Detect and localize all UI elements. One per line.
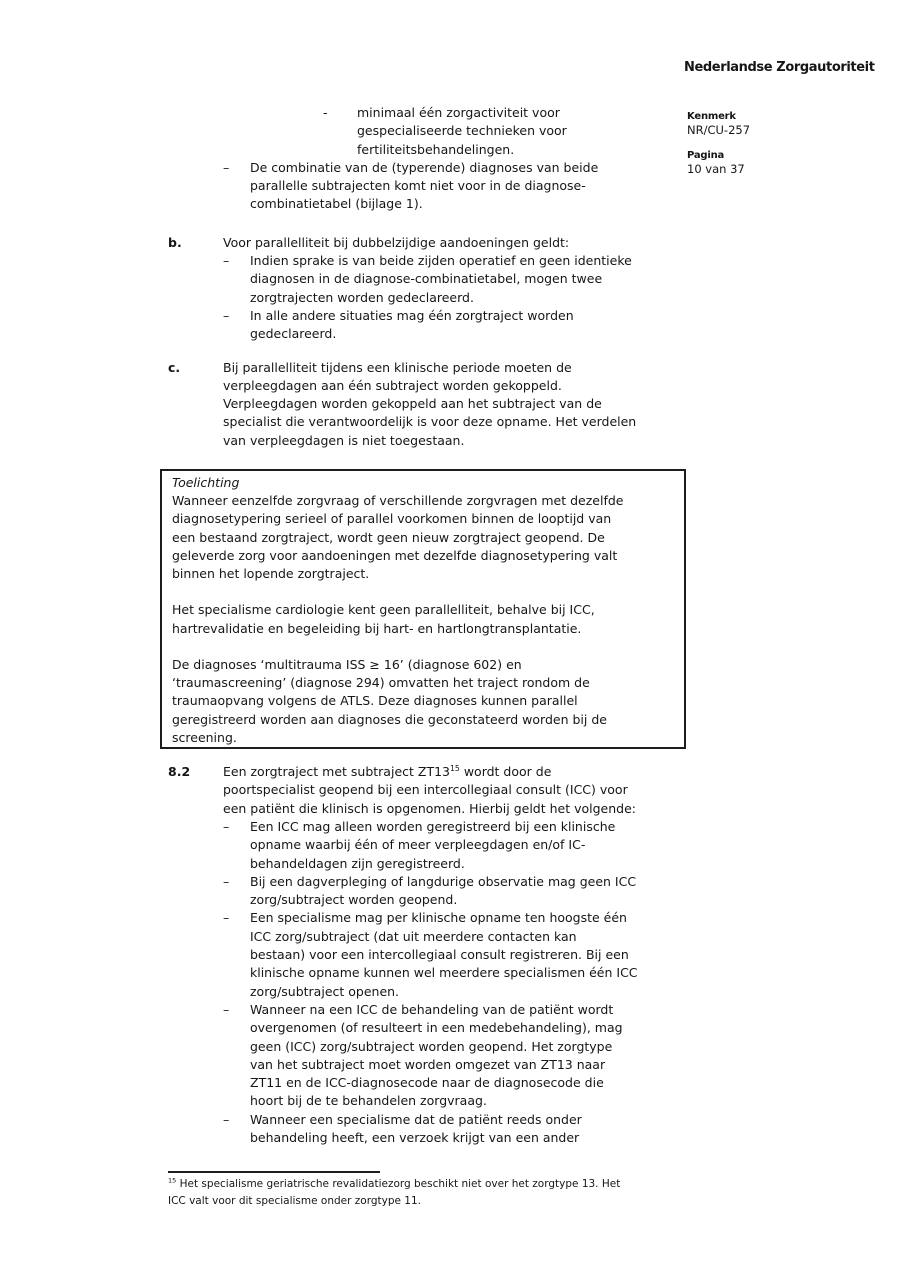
section-label: b.	[168, 234, 182, 250]
superscript-ref: 15	[449, 763, 460, 773]
bullet-text	[250, 307, 574, 344]
bullet-text	[250, 909, 638, 1000]
text-line: Het specialisme cardiologie kent geen parallelliteit, behalve bij ICC,	[172, 602, 595, 618]
bullet-marker: –	[223, 307, 230, 323]
section-text	[223, 763, 636, 818]
bullet-text	[250, 818, 615, 873]
text-line: diagnosen in de diagnose-combinatietabel, mogen twee	[250, 271, 603, 287]
text-line: geleverde zorg voor aandoeningen met dezelfde diagnosetypering valt	[172, 547, 618, 563]
text-line: hartrevalidatie en begeleiding bij hart- en hartlongtransplantatie.	[172, 620, 582, 636]
text-line: poortspecialist geopend bij een intercollegiaal consult (ICC) voor	[223, 782, 628, 798]
text-line: Een ICC mag alleen worden geregistreerd bij een klinische	[250, 818, 616, 834]
text-line: ZT11 en de ICC-diagnosecode naar de diagnosecode die	[250, 1075, 604, 1091]
text-line: De combinatie van de (typerende) diagnoses van beide	[250, 159, 599, 175]
text-line: De diagnoses ‘multitrauma ISS ≥ 16’ (diagnose 602) en	[172, 657, 522, 673]
text-line: traumaopvang volgens de ATLS. Deze diagnoses kunnen parallel	[172, 693, 578, 709]
list-item	[223, 873, 680, 910]
text-line: fertiliteitsbehandelingen.	[357, 141, 515, 157]
text-line: opname waarbij één of meer verpleegdagen en/of IC-	[250, 837, 586, 853]
footnote-separator	[168, 1171, 380, 1173]
text-line: verpleegdagen aan één subtraject worden gekoppeld.	[223, 377, 562, 393]
bullet-marker: -	[323, 105, 328, 120]
section-text	[223, 234, 569, 252]
text-line: overgenomen (of resulteert in een medebehandeling), mag	[250, 1020, 623, 1036]
bullet-marker: –	[223, 1001, 230, 1017]
document-meta	[687, 111, 750, 189]
pagina-value: 10 van 37	[687, 162, 745, 176]
list-item	[223, 818, 680, 873]
list-item	[223, 307, 680, 344]
section-label: 8.2	[168, 764, 191, 780]
pagina-label: Pagina	[687, 150, 725, 161]
bullet-text	[250, 159, 598, 214]
text-line: Een zorgtraject met subtraject $ZT13^{15}$ wordt door de	[223, 763, 552, 780]
section-label: c.	[168, 359, 181, 375]
text-line: een bestaand zorgtraject, wordt geen nieuw zorgtraject geopend. De	[172, 529, 605, 545]
list-item	[223, 1111, 680, 1148]
org-title: Nederlandse Zorgautoriteit	[684, 60, 875, 75]
section	[168, 234, 680, 252]
text-line: zorg/subtraject worden geopend.	[250, 892, 458, 908]
kenmerk-label: Kenmerk	[687, 111, 736, 122]
text-line: geen (ICC) zorg/subtraject worden geopend. Het zorgtype	[250, 1038, 613, 1054]
list-item	[323, 104, 680, 159]
text-line: behandeling heeft, een verzoek krijgt van een ander	[250, 1130, 580, 1145]
text-line: binnen het lopende zorgtraject.	[172, 566, 370, 582]
text-line: specialist die verantwoordelijk is voor deze opname. Het verdelen	[223, 414, 637, 430]
text-line: screening.	[172, 729, 237, 745]
text-line: ‘traumascreening’ (diagnose 294) omvatten het traject rondom de	[172, 675, 590, 691]
bullet-marker: –	[223, 910, 230, 926]
bullet-text	[357, 104, 567, 159]
text-line: Verpleegdagen worden gekoppeld aan het subtraject van de	[223, 396, 602, 412]
text-line: Bij parallelliteit tijdens een klinische periode moeten de	[223, 359, 572, 375]
text-line: Bij een dagverpleging of langdurige observatie mag geen ICC	[250, 873, 637, 889]
text-line: geregistreerd worden aan diagnoses die geconstateerd worden bij de	[172, 711, 607, 727]
text-line: gedeclareerd.	[250, 326, 337, 342]
document-body	[168, 104, 680, 1147]
list-item	[223, 252, 680, 307]
text-line: zorgtrajecten worden gedeclareerd.	[250, 289, 474, 305]
bullet-text	[250, 252, 632, 307]
text-line: ICC zorg/subtraject (dat uit meerdere contacten kan	[250, 928, 577, 944]
section	[168, 359, 680, 450]
footnote	[168, 1176, 620, 1210]
bullet-marker: –	[223, 253, 230, 269]
section	[168, 763, 680, 818]
box-paragraph	[172, 492, 674, 583]
vertical-spacer	[168, 749, 680, 763]
text-line: ICC valt voor dit specialisme onder zorgtype 11.	[168, 1194, 422, 1207]
text-line: $^{15}$ Het specialisme geriatrische revalidatiezorg beschikt niet over het zorgtype 13. Het	[168, 1176, 621, 1190]
vertical-spacer	[168, 450, 680, 469]
text-line: Een specialisme mag per klinische opname ten hoogste één	[250, 910, 627, 926]
text-line: parallelle subtrajecten komt niet voor in de diagnose-	[250, 178, 586, 194]
text-line: klinische opname kunnen wel meerdere specialismen één ICC	[250, 965, 638, 981]
text-line: hoort bij de te behandelen zorgvraag.	[250, 1093, 487, 1109]
superscript-ref: 15	[168, 1176, 177, 1185]
list-item	[223, 159, 680, 214]
list-item	[223, 1001, 680, 1111]
text-line: Indien sprake is van beide zijden operatief en geen identieke	[250, 253, 632, 269]
text-line: Wanneer eenzelfde zorgvraag of verschillende zorgvragen met dezelfde	[172, 493, 624, 509]
bullet-text	[250, 1111, 582, 1148]
text-line: zorg/subtraject openen.	[250, 983, 400, 999]
vertical-spacer	[168, 344, 680, 359]
text-line: minimaal één zorgactiviteit voor	[357, 105, 560, 120]
text-line: Voor parallelliteit bij dubbelzijdige aandoeningen geldt:	[223, 234, 570, 250]
text-line: van het subtraject moet worden omgezet van ZT13 naar	[250, 1056, 606, 1072]
text-line: Wanneer een specialisme dat de patiënt reeds onder	[250, 1111, 582, 1127]
bullet-marker: –	[223, 818, 230, 834]
box-title: Toelichting	[172, 475, 240, 491]
text-line: een patiënt die klinisch is opgenomen. Hierbij geldt het volgende:	[223, 800, 636, 816]
bullet-marker: –	[223, 159, 230, 175]
list-item	[223, 909, 680, 1000]
bullet-marker: –	[223, 1111, 230, 1127]
box-paragraph	[172, 601, 674, 637]
text-line: In alle andere situaties mag één zorgtraject worden	[250, 307, 574, 323]
box-paragraph	[172, 656, 674, 747]
text-line: combinatietabel (bijlage 1).	[250, 196, 423, 212]
vertical-spacer	[168, 214, 680, 234]
text-line: gespecialiseerde technieken voor	[357, 123, 567, 139]
text-line: bestaan) voor een intercollegiaal consult registreren. Bij een	[250, 947, 629, 963]
text-line: van verpleegdagen is niet toegestaan.	[223, 432, 465, 448]
bullet-marker: –	[223, 873, 230, 889]
text-line: Wanneer na een ICC de behandeling van de patiënt wordt	[250, 1001, 614, 1017]
bullet-text	[250, 1001, 623, 1111]
text-line: diagnosetypering serieel of parallel voorkomen binnen de looptijd van	[172, 511, 612, 527]
kenmerk-value: NR/CU-257	[687, 123, 751, 137]
section-text	[223, 359, 636, 450]
bullet-text	[250, 873, 636, 910]
text-line: behandeldagen zijn geregistreerd.	[250, 855, 465, 871]
explanation-box	[160, 469, 686, 749]
